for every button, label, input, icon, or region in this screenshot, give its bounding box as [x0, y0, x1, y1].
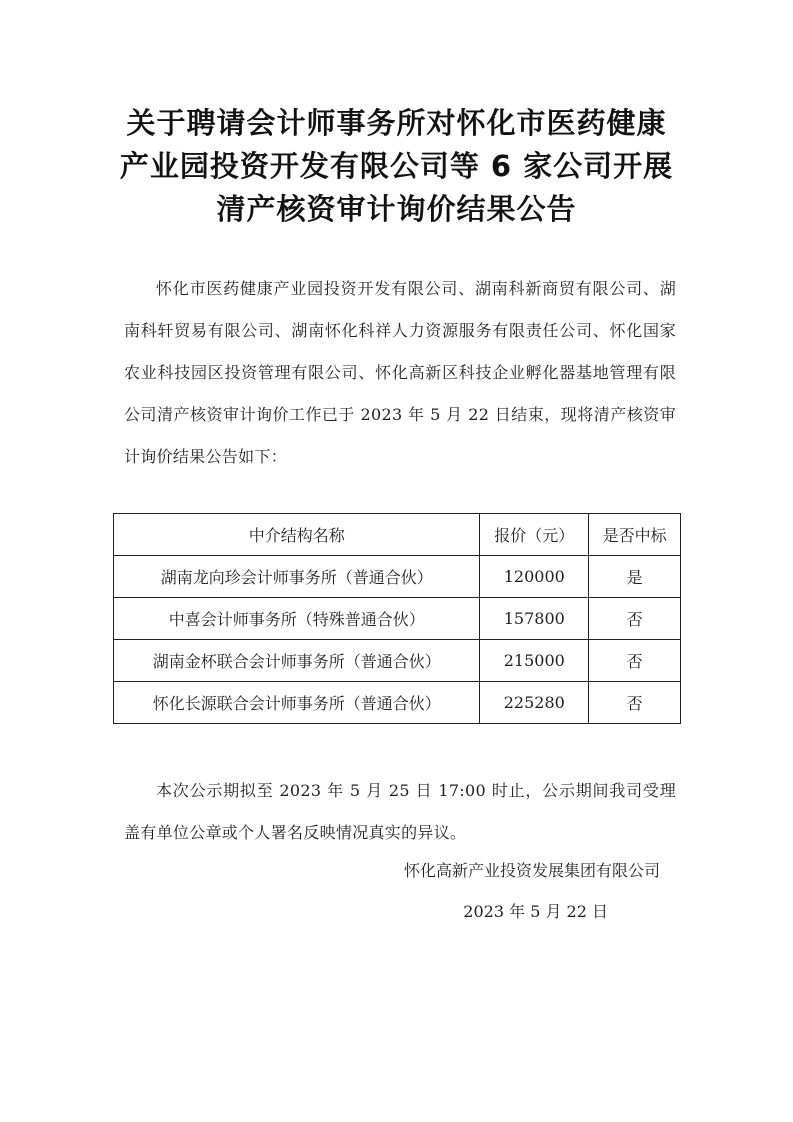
winning-cell: 是 — [589, 556, 681, 598]
table-header-row — [114, 514, 681, 556]
table-row — [114, 682, 681, 724]
header-quote: 报价（元） — [480, 514, 589, 556]
title-line-1: 关于聘请会计师事务所对怀化市医药健康 — [126, 106, 667, 140]
intro-paragraph: 怀化市医药健康产业园投资开发有限公司、湖南科新商贸有限公司、湖南科轩贸易有限公司、湖南怀化科祥人力资源服务有限责任公司、怀化国家农业科技园区投资管理有限公司、怀化高新区科技企业孵化器基地管理有限公司清产核资审计询价工作已于 2023 年 5 月 22 日结束，现将清产核资审计询价结果公告如下： — [124, 279, 676, 466]
notice-paragraph: 本次公示期拟至 2023 年 5 月 25 日 17:00 时止，公示期间我司受理盖有单位公章或个人署名反映情况真实的异议。 — [124, 781, 676, 842]
quote-cell: 215000 — [480, 640, 589, 682]
winning-cell: 否 — [589, 598, 681, 640]
agency-name-cell: 湖南龙向珍会计师事务所（普通合伙） — [114, 556, 480, 598]
bid-results-table — [113, 513, 681, 724]
agency-name-cell: 中喜会计师事务所（特殊普通合伙） — [114, 598, 480, 640]
table-row — [114, 556, 681, 598]
agency-name-cell: 湖南金杯联合会计师事务所（普通合伙） — [114, 640, 480, 682]
signing-date: 2023 年 5 月 22 日 — [463, 902, 608, 921]
header-winning: 是否中标 — [589, 514, 681, 556]
title-line-3: 清产核资审计询价结果公告 — [216, 192, 577, 226]
winning-cell: 否 — [589, 682, 681, 724]
header-agency-name: 中介结构名称 — [114, 514, 480, 556]
signing-organization: 怀化高新产业投资发展集团有限公司 — [403, 861, 660, 880]
quote-cell: 225280 — [480, 682, 589, 724]
winning-cell: 否 — [589, 640, 681, 682]
title-line-2: 产业园投资开发有限公司等 6 家公司开展 — [119, 149, 674, 183]
quote-cell: 157800 — [480, 598, 589, 640]
table-row — [114, 640, 681, 682]
table-row — [114, 598, 681, 640]
document-title — [60, 102, 733, 231]
agency-name-cell: 怀化长源联合会计师事务所（普通合伙） — [114, 682, 480, 724]
quote-cell: 120000 — [480, 556, 589, 598]
